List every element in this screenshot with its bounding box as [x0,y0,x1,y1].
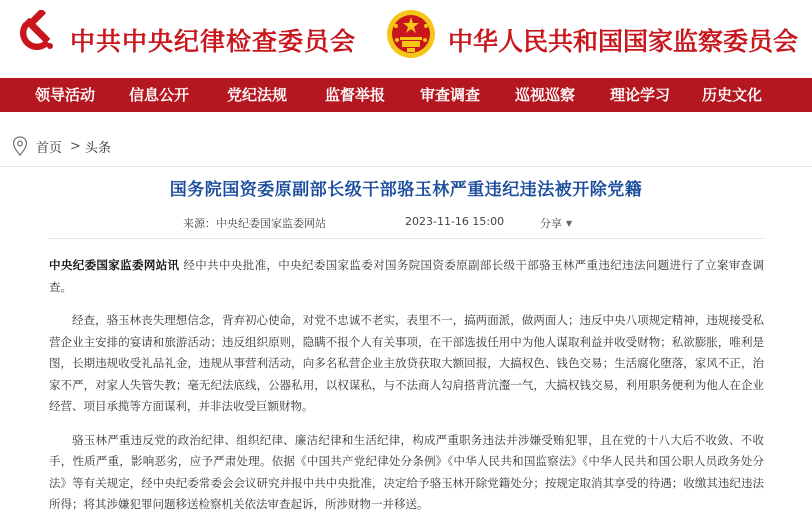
national-emblem-icon [385,8,437,60]
meta-divider [48,238,764,239]
chevron-down-icon: ▼ [566,218,573,228]
nsc-title[interactable]: 中华人民共和国国家监察委员会 [448,27,799,56]
cpc-ccdi-title[interactable]: 中共中央纪律检查委员会 [70,27,357,56]
main-nav [0,78,812,112]
article-meta [183,215,572,231]
breadcrumb-current[interactable]: 头条 [84,140,111,156]
hammer-sickle-emblem-icon [14,10,60,56]
breadcrumb-divider [0,166,812,167]
share-button[interactable] [540,215,572,231]
nav-item-leadership[interactable]: 领导活动 [34,86,95,104]
nav-item-investigation[interactable]: 审查调查 [419,86,480,104]
share-label: 分享 [540,217,562,230]
article-source: 来源：中央纪委国家监委网站 [183,217,326,230]
article-lead-paragraph [49,255,764,298]
nav-item-inspection[interactable]: 巡视巡察 [514,86,575,104]
lead-text: 经中共中央批准，中央纪委国家监委对国务院国资委原副部长级干部骆玉林严重违纪违法问题进行了立案审查调查。 [49,258,765,294]
location-pin-icon [12,136,28,156]
article-title: 国务院国资委原副部长级干部骆玉林严重违纪违法被开除党籍 [169,180,643,200]
article-body [49,255,764,528]
article-paragraph-2: 经查，骆玉林丧失理想信念，背弃初心使命，对党不忠诚不老实，表里不一，搞两面派，做两面人；违反中央八项规定精神，违规接受私营企业主安排的宴请和旅游活动；违反组织原则，隐瞒不报个人有关事项，在干部选拔任用中为他人谋取利益并收受财物；私欲膨胀，唯利是图，长期违规收受礼品礼金，违规从事营利活动，向多名私营企业主放贷获取大额回报，大搞权色、钱色交易；生活腐化堕落，家风不正，治家不严，对家人失管失教；毫无纪法底线，公器私用，以权谋私，与不法商人勾肩搭背沆瀣一气，大搞权钱交易，利用职务便利为他人在企业经营、项目承揽等方面谋利，并非法收受巨额财物。 [49,313,764,413]
nav-item-regulations[interactable]: 党纪法规 [226,86,287,104]
breadcrumb-separator: > [70,138,81,154]
nav-item-report[interactable]: 监督举报 [324,86,385,104]
site-header [0,0,812,78]
breadcrumb [12,136,111,156]
lead-source: 中央纪委国家监委网站讯 [49,258,180,272]
article-paragraph-3: 骆玉林严重违反党的政治纪律、组织纪律、廉洁纪律和生活纪律，构成严重职务违法并涉嫌受贿犯罪，且在党的十八大后不收敛、不收手，性质严重，影响恶劣，应予严肃处理。依据《中国共产党纪律处分条例》《中华人民共和国监察法》《中华人民共和国公职人员政务处分法》等有关规定，经中央纪委常委会会议研究并报中共中央批准，决定给予骆玉林开除党籍处分；按规定取消其享受的待遇；收缴其违纪违法所得；将其涉嫌犯罪问题移送检察机关依法审查起诉，所涉财物一并移送。 [49,432,764,511]
breadcrumb-home[interactable]: 首页 [36,140,63,156]
article-time: 2023-11-16 15:00 [405,215,505,228]
nav-item-info-disclosure[interactable]: 信息公开 [128,86,189,104]
nav-item-history[interactable]: 历史文化 [701,86,762,104]
nav-item-theory[interactable]: 理论学习 [609,86,670,104]
